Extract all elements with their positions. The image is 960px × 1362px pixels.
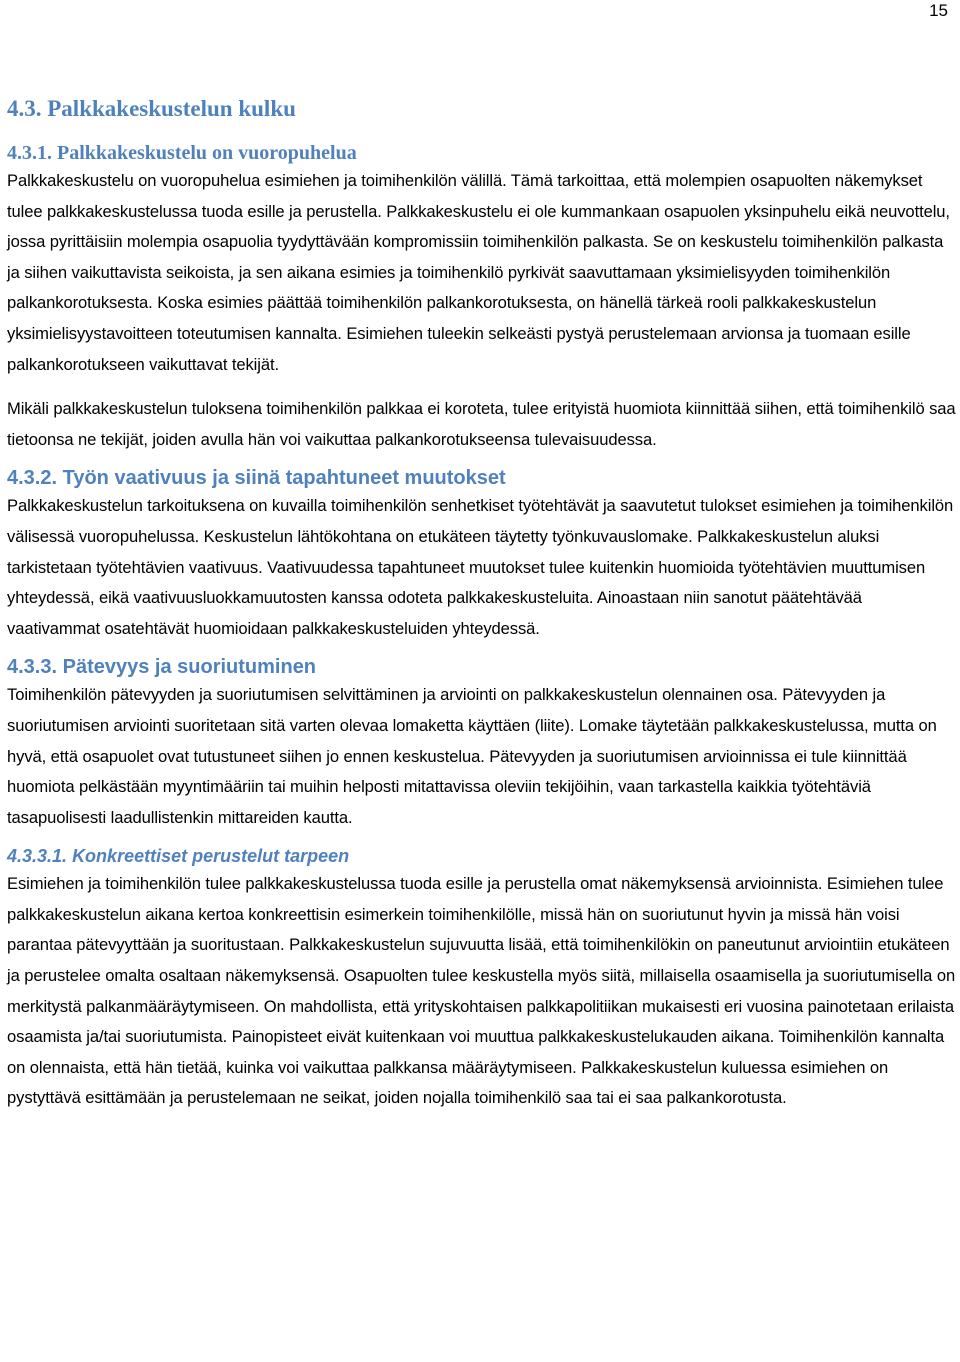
paragraph: Toimihenkilön pätevyyden ja suoriutumisen selvittäminen ja arviointi on palkkakeskustelun olennainen osa. Pätevyyden ja suoriutumisen arviointi suoritetaan sitä varten olevaa lomaketta käyttäen (liite). Lomake täytetään palkkakeskustelussa, mutta on hyvä, että osapuolet ovat tutustuneet siihen jo ennen keskustelua. Pätevyyden ja suoriutumisen arvioinnissa ei tule kiinnittää huomiota pelkästään myyntimääriin tai muihin helposti mitattavissa oleviin tekijöihin, vaan tarkastella kaikkia työtehtäviä tasapuolisesti laadullistenkin mittareiden kautta. xyxy=(7,685,937,827)
subsection-heading-4-3-3-1 xyxy=(7,843,957,869)
subsection-heading-4-3-1 xyxy=(7,140,957,166)
paragraph: Palkkakeskustelun tarkoituksena on kuvailla toimihenkilön senhetkiset työtehtävät ja saavutetut tulokset esimiehen ja toimihenkilön välisessä vuoropuhelussa. Keskustelun lähtökohtana on etukäteen täytetty työnkuvauslomake. Palkkakeskustelun aluksi tarkistetaan työtehtävien vaativuus. Vaativuudessa tapahtuneet muutokset tulee kuitenkin huomioida työtehtävien muuttumisen yhteydessä, eikä vaativuusluokkamuutosten kanssa odoteta palkkakeskusteluita. Ainoastaan niin sanotut päätehtävää vaativammat osatehtävät huomioidaan palkkakeskusteluiden yhteydessä. xyxy=(7,496,954,638)
subsection-heading-4-3-2 xyxy=(7,465,957,491)
subsection-heading-4-3-3 xyxy=(7,654,957,680)
subsection-title: Työn vaativuus ja siinä tapahtuneet muutokset xyxy=(62,467,506,490)
section-heading xyxy=(7,94,957,124)
paragraph: Palkkakeskustelu on vuoropuhelua esimiehen ja toimihenkilön välillä. Tämä tarkoittaa, että molempien osapuolten näkemykset tulee palkkakeskustelussa tuoda esille ja perustella. Palkkakeskustelu ei ole kummankaan osapuolen yksinpuhelu eikä neuvottelu, jossa pyrittäisiin molempia osapuolia tyydyttävään kompromissiin toimihenkilön palkasta. Se on keskustelu toimihenkilön palkasta ja siihen vaikuttavista seikoista, ja sen aikana esimies ja toimihenkilö pyrkivät saavuttamaan yksimielisyyden toimihenkilön palkankorotuksesta. Koska esimies päättää toimihenkilön palkankorotuksesta, on hänellä tärkeä rooli palkkakeskustelun yksimielisyystavoitteen toteutumisen kannalta. Esimiehen tuleekin selkeästi pystyä perustelemaan arvionsa ja tuomaan esille palkankorotukseen vaikuttavat tekijät. xyxy=(7,171,950,374)
section-number: 4.3. xyxy=(7,96,42,121)
document-body xyxy=(7,94,957,1114)
paragraph: Esimiehen ja toimihenkilön tulee palkkakeskustelussa tuoda esille ja perustella omat näkemyksensä arvioinnista. Esimiehen tulee palkkakeskustelun aikana kertoa konkreettisin esimerkein toimihenkilölle, missä hän on suoriutunut hyvin ja missä hän voisi parantaa pätevyyttään ja suoritustaan. Palkkakeskustelun sujuvuutta lisää, että toimihenkilökin on paneutunut arviointiin etukäteen ja perustelee omalta osaltaan näkemyksensä. Osapuolten tulee keskustella myös siitä, millaisella osaamisella ja suoriutumisella on merkitystä palkanmääräytymiseen. On mahdollista, että yrityskohtaisen palkkapolitiikan mukaisesti eri vuosina painotetaan erilaista osaamista ja/tai suoriutumista. Painopisteet eivät kuitenkaan voi muuttua palkkakeskustelukauden aikana. Toimihenkilön kannalta on olennaista, että hän tietää, kuinka voi vaikuttaa palkkansa määräytymiseen. Palkkakeskustelun kuluessa esimiehen on pystyttävä esittämään ja perustelemaan ne seikat, joiden nojalla toimihenkilö saa tai ei saa palkankorotusta. xyxy=(7,874,956,1108)
subsection-title: Pätevyys ja suoriutuminen xyxy=(62,656,317,679)
subsection-title: Konkreettiset perustelut tarpeen xyxy=(72,846,350,867)
subsection-number: 4.3.3.1. xyxy=(7,846,68,867)
subsection-number: 4.3.1. xyxy=(7,142,52,164)
section-title: Palkkakeskustelun kulku xyxy=(47,96,296,121)
subsection-number: 4.3.3. xyxy=(7,656,58,679)
paragraph: Mikäli palkkakeskustelun tuloksena toimihenkilön palkkaa ei koroteta, tulee erityistä huomiota kiinnittää siihen, että toimihenkilö saa tietoonsa ne tekijät, joiden avulla hän voi vaikuttaa palkankorotukseensa tulevaisuudessa. xyxy=(7,399,956,449)
subsection-title: Palkkakeskustelu on vuoropuhelua xyxy=(57,142,357,164)
page-number: 15 xyxy=(929,1,948,20)
subsection-number: 4.3.2. xyxy=(7,467,58,490)
